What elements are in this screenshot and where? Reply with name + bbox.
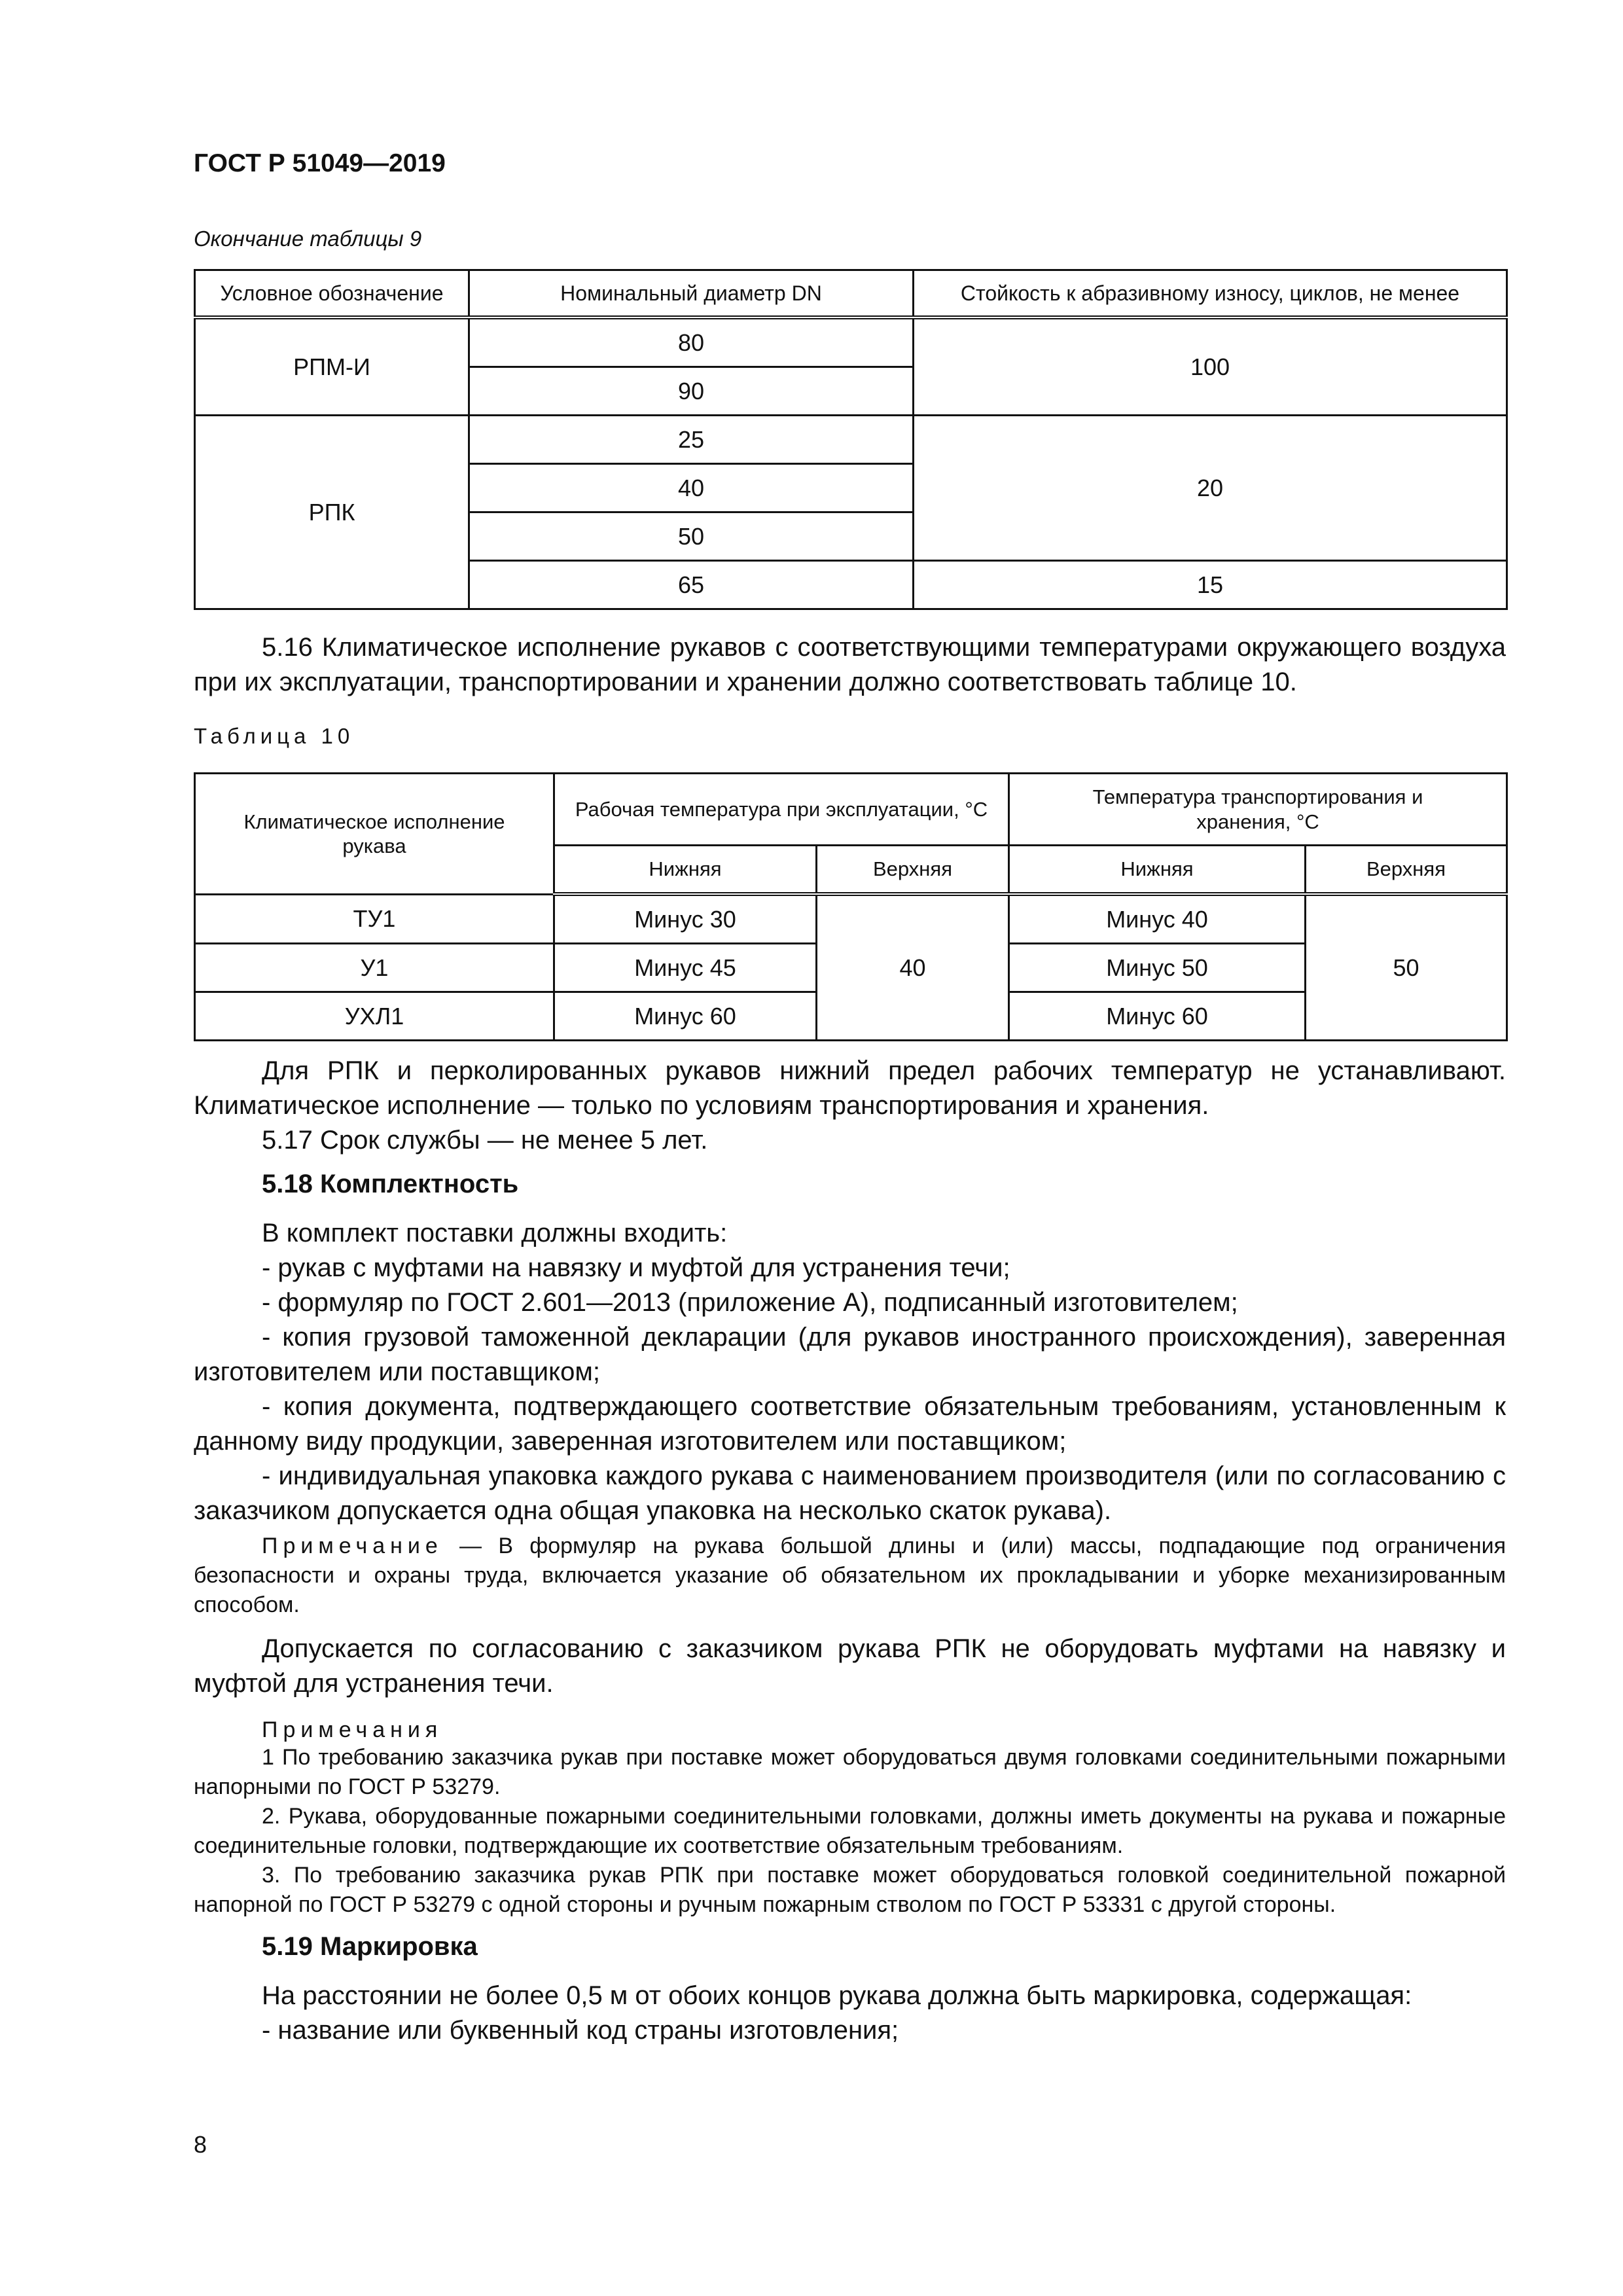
note-item: 3. По требованию заказчика рукав РПК при поставке может оборудоваться головкой соединительной пожарной напорной по ГОСТ Р 53279 с одной стороны и ручным пожарным стволом по ГОСТ Р 53331 с другой стороны.: [194, 1863, 1506, 1917]
table9-header-dn: Номинальный диаметр DN: [469, 270, 914, 318]
table10-header-climate: Климатическое исполнение рукава: [195, 774, 554, 895]
table9: [194, 269, 1508, 610]
heading-5-18: 5.18 Комплектность: [262, 1170, 519, 1198]
table9-cell-dn: 40: [469, 464, 914, 512]
table10-header-work-high: Верхняя: [817, 846, 1009, 895]
table10-cell-climate: УХЛ1: [195, 992, 554, 1041]
table9-cell-designation: РПМ-И: [195, 317, 469, 416]
table9-cell-dn: 80: [469, 317, 914, 367]
table10-cell-transport-high: 50: [1306, 894, 1507, 1041]
list-item: - рукав с муфтами на навязку и муфтой для устранения течи;: [262, 1253, 1010, 1282]
table-row: [195, 894, 1507, 944]
table10-header-work: Рабочая температура при эксплуатации, °С: [554, 774, 1009, 846]
table9-header-wear: Стойкость к абразивному износу, циклов, не менее: [914, 270, 1507, 318]
note-item: 1 По требованию заказчика рукав при поставке может оборудоваться двумя головками соединительными пожарными напорными по ГОСТ Р 53279.: [194, 1745, 1506, 1799]
note-item: 2. Рукава, оборудованные пожарными соединительными головками, должны иметь документы на рукава и пожарные соединительные головки, подтверждающие их соответствие обязательным требованиям.: [194, 1804, 1506, 1858]
table-row: [195, 416, 1507, 464]
table10-header-transport-low: Нижняя: [1009, 846, 1306, 895]
paragraph-5-19-intro: На расстоянии не более 0,5 м от обоих концов рукава должна быть маркировка, содержащая:: [262, 1981, 1412, 2010]
table9-cell-dn: 65: [469, 561, 914, 609]
table10-cell-climate: ТУ1: [195, 894, 554, 944]
table10: [194, 772, 1508, 1041]
table9-cell-dn: 90: [469, 367, 914, 416]
table10-cell-transport-low: Минус 60: [1009, 992, 1306, 1041]
heading-5-19: 5.19 Маркировка: [262, 1932, 478, 1961]
table-row: [195, 317, 1507, 367]
table9-cell-dn: 50: [469, 512, 914, 561]
paragraph-5-18-intro: В комплект поставки должны входить:: [262, 1219, 728, 1247]
table9-cell-wear: 15: [914, 561, 1507, 609]
list-item: - формуляр по ГОСТ 2.601—2013 (приложение А), подписанный изготовителем;: [262, 1288, 1238, 1317]
page-number: 8: [194, 2131, 207, 2158]
notes-label: Примечания: [262, 1717, 443, 1742]
note-text: — В формуляр на рукава большой длины и (или) массы, подпадающие под ограничения безопасности и охраны труда, включается указание об обязательном их прокладывании и уборке механизированным способом.: [194, 1534, 1506, 1617]
table10-caption: Таблица 10: [194, 724, 355, 748]
table9-cell-designation: РПК: [195, 416, 469, 609]
table10-header-transport: Температура транспортирования и хранения, °С: [1009, 774, 1507, 846]
table9-caption: Окончание таблицы 9: [194, 226, 422, 251]
list-item: - название или буквенный код страны изготовления;: [262, 2016, 899, 2045]
table10-header-transport-high: Верхняя: [1306, 846, 1507, 895]
table10-cell-transport-low: Минус 50: [1009, 944, 1306, 992]
table10-cell-work-low: Минус 45: [554, 944, 817, 992]
table10-cell-work-low: Минус 60: [554, 992, 817, 1041]
table9-cell-dn: 25: [469, 416, 914, 464]
table9-header-designation: Условное обозначение: [195, 270, 469, 318]
table10-cell-work-low: Минус 30: [554, 894, 817, 944]
table10-cell-climate: У1: [195, 944, 554, 992]
document-code-header: ГОСТ Р 51049—2019: [194, 149, 446, 177]
list-item: - копия документа, подтверждающего соответствие обязательным требованиям, установленным к данному виду продукции, заверенная изготовителем или поставщиком;: [194, 1392, 1506, 1456]
note-formular: [194, 1532, 1506, 1620]
table10-cell-work-high: 40: [817, 894, 1009, 1041]
paragraph-rpk: Для РПК и перколированных рукавов нижний предел рабочих температур не устанавливают. Климатическое исполнение — только по условиям транспортирования и хранения.: [194, 1056, 1506, 1120]
table9-cell-wear: 100: [914, 317, 1507, 416]
note-label: Примечание: [262, 1534, 443, 1558]
table10-cell-transport-low: Минус 40: [1009, 894, 1306, 944]
paragraph-allowed: Допускается по согласованию с заказчиком рукава РПК не оборудовать муфтами на навязку и муфтой для устранения течи.: [194, 1634, 1506, 1698]
paragraph-5-16: 5.16 Климатическое исполнение рукавов с соответствующими температурами окружающего воздуха при их эксплуатации, транспортировании и хранении должно соответствовать таблице 10.: [194, 633, 1506, 696]
list-item: - копия грузовой таможенной декларации (для рукавов иностранного происхождения), заверенная изготовителем или поставщиком;: [194, 1323, 1506, 1386]
list-item: - индивидуальная упаковка каждого рукава с наименованием производителя (или по согласованию с заказчиком допускается одна общая упаковка на несколько скаток рукава).: [194, 1462, 1506, 1525]
table9-cell-wear: 20: [914, 416, 1507, 561]
table10-header-work-low: Нижняя: [554, 846, 817, 895]
paragraph-5-17: 5.17 Срок службы — не менее 5 лет.: [262, 1126, 708, 1155]
